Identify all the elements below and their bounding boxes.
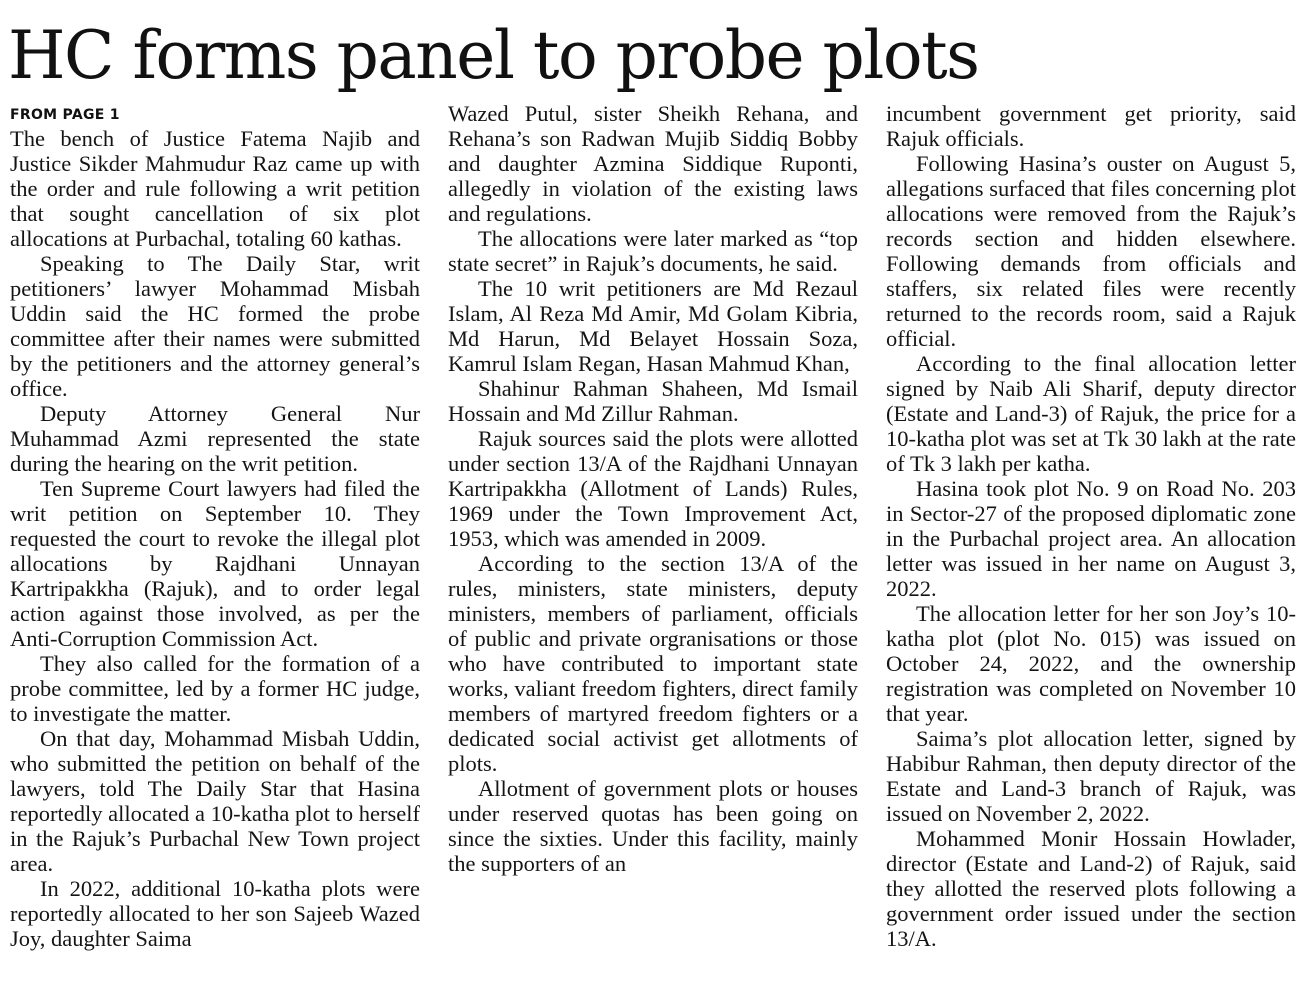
headline: HC forms panel to probe plots bbox=[8, 17, 979, 94]
paragraph: Hasina took plot No. 9 on Road No. 203 in Sector-27 of the proposed diplomatic zone in the Purbachal project area. An allocation letter was issued in her name on August 3, 2022. bbox=[886, 476, 1296, 601]
paragraph: According to the section 13/A of the rules, ministers, state ministers, deputy ministers, members of parliament, officials of public and private orgranisations or those who have contributed to important state works, valiant freedom fighters, direct family members of martyred freedom fighters or a dedicated social activist get allotments of plots. bbox=[448, 551, 858, 776]
article-column-3 bbox=[886, 101, 1296, 951]
paragraph: Shahinur Rahman Shaheen, Md Ismail Hossain and Md Zillur Rahman. bbox=[448, 376, 858, 426]
paragraph: The allocations were later marked as “top state secret” in Rajuk’s documents, he said. bbox=[448, 226, 858, 276]
paragraph: They also called for the formation of a probe committee, led by a former HC judge, to investigate the matter. bbox=[10, 651, 420, 726]
article-column-1 bbox=[10, 104, 420, 951]
article-column-2 bbox=[448, 101, 858, 876]
paragraph: According to the final allocation letter signed by Naib Ali Sharif, deputy director (Estate and Land-3) of Rajuk, the price for a 10-katha plot was set at Tk 30 lakh at the rate of Tk 3 lakh per katha. bbox=[886, 351, 1296, 476]
paragraph: The allocation letter for her son Joy’s 10-katha plot (plot No. 015) was issued on October 24, 2022, and the ownership registration was completed on November 10 that year. bbox=[886, 601, 1296, 726]
paragraph: Deputy Attorney General Nur Muhammad Azmi represented the state during the hearing on the writ petition. bbox=[10, 401, 420, 476]
paragraph: Ten Supreme Court lawyers had filed the writ petition on September 10. They requested the court to revoke the illegal plot allocations by Rajdhani Unnayan Kartripakkha (Rajuk), and to order legal action against those involved, as per the Anti-Corruption Commission Act. bbox=[10, 476, 420, 651]
paragraph: The 10 writ petitioners are Md Rezaul Islam, Al Reza Md Amir, Md Golam Kibria, Md Harun, Md Belayet Hossain Soza, Kamrul Islam Regan, Hasan Mahmud Khan, bbox=[448, 276, 858, 376]
paragraph: In 2022, additional 10-katha plots were reportedly allocated to her son Sajeeb Wazed Joy, daughter Saima bbox=[10, 876, 420, 951]
paragraph: The bench of Justice Fatema Najib and Justice Sikder Mahmudur Raz came up with the order and rule following a writ petition that sought cancellation of six plot allocations at Purbachal, totaling 60 kathas. bbox=[10, 126, 420, 251]
paragraph: Saima’s plot allocation letter, signed by Habibur Rahman, then deputy director of the Estate and Land-3 branch of Rajuk, was issued on November 2, 2022. bbox=[886, 726, 1296, 826]
continuation-kicker: FROM PAGE 1 bbox=[10, 107, 120, 123]
paragraph: Speaking to The Daily Star, writ petitioners’ lawyer Mohammad Misbah Uddin said the HC formed the probe committee after their names were submitted by the petitioners and the attorney general’s office. bbox=[10, 251, 420, 401]
paragraph: Rajuk sources said the plots were allotted under section 13/A of the Rajdhani Unnayan Kartripakkha (Allotment of Lands) Rules, 1969 under the Town Improvement Act, 1953, which was amended in 2009. bbox=[448, 426, 858, 551]
paragraph: Allotment of government plots or houses under reserved quotas has been going on since the sixties. Under this facility, mainly the supporters of an bbox=[448, 776, 858, 876]
paragraph-continued: incumbent government get priority, said Rajuk officials. bbox=[886, 101, 1296, 151]
paragraph: On that day, Mohammad Misbah Uddin, who submitted the petition on behalf of the lawyers, told The Daily Star that Hasina reportedly allocated a 10-katha plot to herself in the Rajuk’s Purbachal New Town project area. bbox=[10, 726, 420, 876]
paragraph-continued: Wazed Putul, sister Sheikh Rehana, and Rehana’s son Radwan Mujib Siddiq Bobby and daughter Azmina Siddique Ruponti, allegedly in violation of the existing laws and regulations. bbox=[448, 101, 858, 226]
paragraph: Following Hasina’s ouster on August 5, allegations surfaced that files concerning plot allocations were removed from the Rajuk’s records section and hidden elsewhere. Following demands from officials and staffers, six related files were recently returned to the records room, said a Rajuk official. bbox=[886, 151, 1296, 351]
paragraph: Mohammed Monir Hossain Howlader, director (Estate and Land-2) of Rajuk, said they allotted the reserved plots following a government order issued under the section 13/A. bbox=[886, 826, 1296, 951]
